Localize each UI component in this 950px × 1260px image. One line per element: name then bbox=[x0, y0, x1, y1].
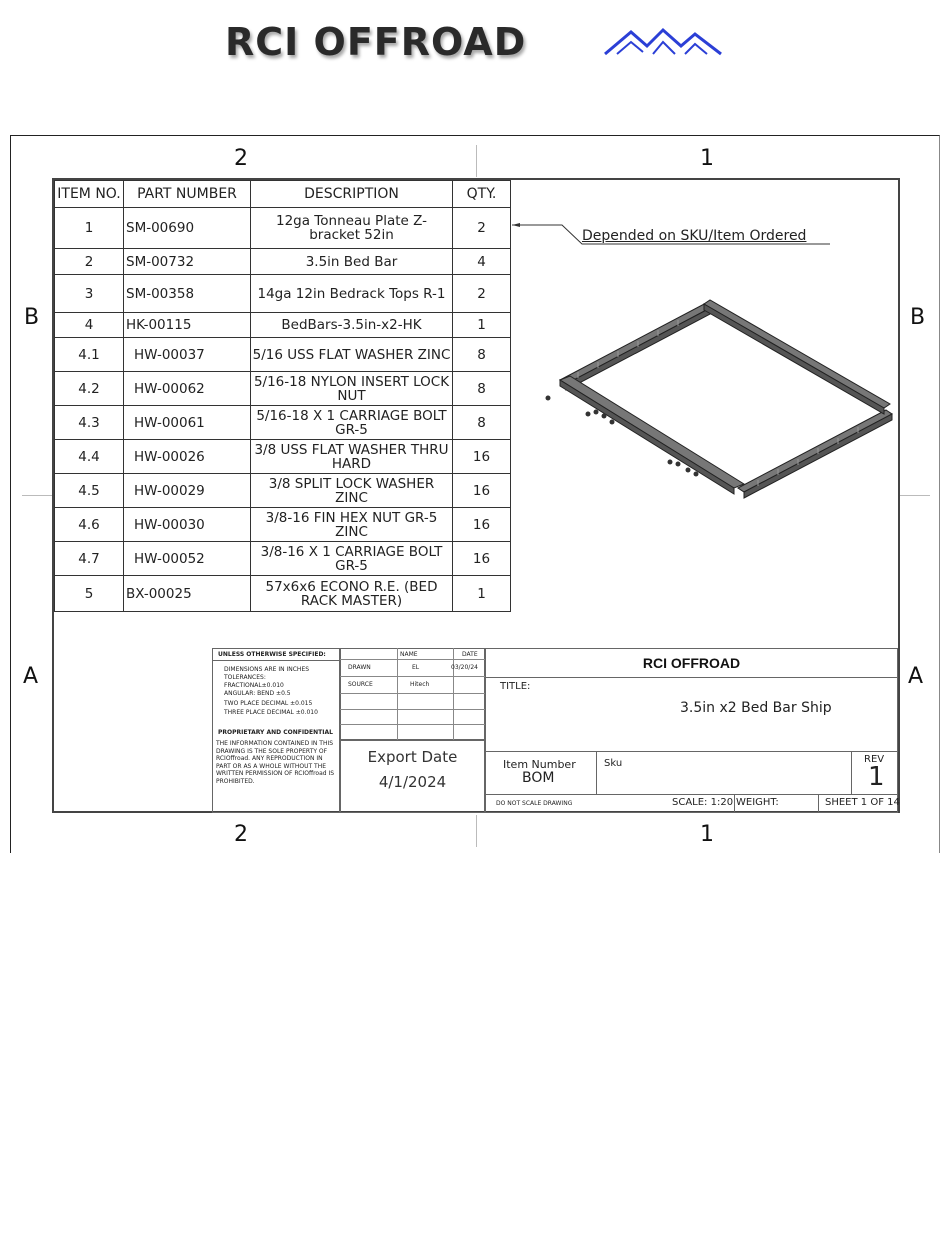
bom-part: HW-00052 bbox=[124, 542, 251, 576]
bom-item: 2 bbox=[55, 249, 124, 275]
zone-divider bbox=[900, 495, 930, 496]
bom-desc: 3/8 SPLIT LOCK WASHER ZINC bbox=[251, 474, 453, 508]
item-number-label: Item Number bbox=[503, 758, 576, 771]
date-header: DATE bbox=[462, 651, 478, 658]
divider bbox=[485, 751, 898, 752]
table-row bbox=[55, 208, 511, 249]
tolerance-label: TOLERANCES: bbox=[224, 674, 266, 681]
bom-part: SM-00358 bbox=[124, 275, 251, 313]
zone-divider bbox=[476, 145, 477, 177]
dims-note: DIMENSIONS ARE IN INCHES bbox=[224, 666, 310, 673]
zone-divider bbox=[476, 815, 477, 847]
company-name: RCI OFFROAD bbox=[642, 655, 741, 671]
bom-item: 4.4 bbox=[55, 440, 124, 474]
table-row bbox=[55, 275, 511, 313]
bom-qty: 16 bbox=[453, 440, 511, 474]
callout-text: Depended on SKU/Item Ordered bbox=[582, 228, 807, 244]
divider bbox=[734, 794, 735, 813]
export-date-value: 4/1/2024 bbox=[378, 773, 447, 791]
bom-qty: 4 bbox=[453, 249, 511, 275]
bom-qty: 16 bbox=[453, 542, 511, 576]
source-label: SOURCE bbox=[348, 681, 373, 688]
zone-row-bottom-right: A bbox=[908, 664, 924, 689]
bom-part: HW-00026 bbox=[124, 440, 251, 474]
table-row bbox=[55, 440, 511, 474]
bom-qty: 8 bbox=[453, 338, 511, 372]
proprietary-text: THE INFORMATION CONTAINED IN THIS DRAWING IS THE SOLE PROPERTY OF RCIOffroad. ANY REPRODUCTION IN PART OR AS A WHOLE WITHOUT THE WRITTEN PERMISSION OF RCIOffroad IS PROHIBITED. bbox=[216, 740, 335, 785]
divider bbox=[340, 659, 485, 660]
bom-desc: 3/8 USS FLAT WASHER THRU HARD bbox=[251, 440, 453, 474]
do-not-scale-note: DO NOT SCALE DRAWING bbox=[496, 800, 573, 807]
table-row bbox=[55, 406, 511, 440]
divider bbox=[397, 648, 398, 740]
zone-col-left-top: 2 bbox=[234, 146, 248, 171]
drawn-by-grid bbox=[340, 648, 485, 740]
zone-row-top-left: B bbox=[24, 305, 40, 330]
bom-desc: 57x6x6 ECONO R.E. (BED RACK MASTER) bbox=[251, 576, 453, 612]
divider bbox=[340, 709, 485, 710]
divider bbox=[596, 751, 597, 794]
bom-item: 4.1 bbox=[55, 338, 124, 372]
bom-item: 4.7 bbox=[55, 542, 124, 576]
bom-desc: BedBars-3.5in-x2-HK bbox=[251, 313, 453, 338]
divider bbox=[851, 751, 852, 794]
bom-header-desc: DESCRIPTION bbox=[251, 181, 453, 208]
bed-rack-isometric-drawing bbox=[538, 298, 900, 513]
divider bbox=[453, 648, 454, 740]
bom-header-part: PART NUMBER bbox=[124, 181, 251, 208]
bom-desc: 3/8-16 X 1 CARRIAGE BOLT GR-5 bbox=[251, 542, 453, 576]
sheet-number: SHEET 1 OF 14 bbox=[825, 797, 900, 808]
bom-desc: 5/16-18 X 1 CARRIAGE BOLT GR-5 bbox=[251, 406, 453, 440]
bom-desc: 5/16 USS FLAT WASHER ZINC bbox=[251, 338, 453, 372]
table-row bbox=[55, 372, 511, 406]
bom-part: SM-00732 bbox=[124, 249, 251, 275]
bom-qty: 16 bbox=[453, 474, 511, 508]
zone-row-bottom-left: A bbox=[23, 664, 39, 689]
divider bbox=[485, 677, 898, 678]
table-row bbox=[55, 313, 511, 338]
divider bbox=[340, 676, 485, 677]
bom-header-qty: QTY. bbox=[453, 181, 511, 208]
bom-item: 1 bbox=[55, 208, 124, 249]
bom-qty: 8 bbox=[453, 406, 511, 440]
divider bbox=[485, 794, 898, 795]
rev-label: REV bbox=[864, 754, 885, 765]
bom-item: 4.3 bbox=[55, 406, 124, 440]
bom-desc: 14ga 12in Bedrack Tops R-1 bbox=[251, 275, 453, 313]
bom-part: HW-00037 bbox=[124, 338, 251, 372]
bom-item: 3 bbox=[55, 275, 124, 313]
proprietary-label: PROPRIETARY AND CONFIDENTIAL bbox=[218, 729, 333, 736]
source-name: Hitech bbox=[410, 681, 430, 688]
bom-part: HW-00062 bbox=[124, 372, 251, 406]
bom-part: HW-00029 bbox=[124, 474, 251, 508]
fractional-tolerance: FRACTIONAL±0.010 bbox=[224, 682, 284, 689]
drawing-title: 3.5in x2 Bed Bar Ship bbox=[680, 700, 832, 716]
bom-qty: 1 bbox=[453, 313, 511, 338]
divider bbox=[818, 794, 819, 813]
zone-col-left-bottom: 2 bbox=[234, 822, 248, 847]
bom-qty: 2 bbox=[453, 208, 511, 249]
divider bbox=[340, 724, 485, 725]
bom-desc: 3/8-16 FIN HEX NUT GR-5 ZINC bbox=[251, 508, 453, 542]
bom-header-item: ITEM NO. bbox=[55, 181, 124, 208]
company-logo bbox=[225, 18, 725, 66]
bom-desc: 3.5in Bed Bar bbox=[251, 249, 453, 275]
bom-item: 4.2 bbox=[55, 372, 124, 406]
rev-value: 1 bbox=[868, 762, 885, 792]
logo-text: RCI OFFROAD bbox=[225, 20, 527, 64]
title-block bbox=[485, 648, 898, 813]
bom-part: HK-00115 bbox=[124, 313, 251, 338]
drawn-label: DRAWN bbox=[348, 664, 371, 671]
table-row bbox=[55, 249, 511, 275]
bom-part: HW-00061 bbox=[124, 406, 251, 440]
bom-item: 4.5 bbox=[55, 474, 124, 508]
sku-label: Sku bbox=[604, 758, 623, 769]
three-place-tolerance: THREE PLACE DECIMAL ±0.010 bbox=[224, 709, 318, 716]
bom-header-row bbox=[55, 181, 511, 208]
bom-part: SM-00690 bbox=[124, 208, 251, 249]
two-place-tolerance: TWO PLACE DECIMAL ±0.015 bbox=[224, 700, 313, 707]
export-date-label: Export Date bbox=[367, 748, 458, 766]
bom-table bbox=[54, 180, 511, 612]
table-row bbox=[55, 542, 511, 576]
bom-qty: 2 bbox=[453, 275, 511, 313]
bom-desc: 5/16-18 NYLON INSERT LOCK NUT bbox=[251, 372, 453, 406]
bom-item: 4.6 bbox=[55, 508, 124, 542]
table-row bbox=[55, 338, 511, 372]
name-header: NAME bbox=[400, 651, 418, 658]
bom-part: HW-00030 bbox=[124, 508, 251, 542]
weight-label: WEIGHT: bbox=[736, 797, 779, 808]
zone-col-right-top: 1 bbox=[700, 146, 714, 171]
bom-item: 5 bbox=[55, 576, 124, 612]
unless-specified-label: UNLESS OTHERWISE SPECIFIED: bbox=[218, 651, 326, 658]
table-row bbox=[55, 474, 511, 508]
bom-item: 4 bbox=[55, 313, 124, 338]
angular-tolerance: ANGULAR: BEND ±0.5 bbox=[224, 690, 291, 697]
bom-qty: 16 bbox=[453, 508, 511, 542]
bom-desc: 12ga Tonneau Plate Z-bracket 52in bbox=[251, 208, 453, 249]
divider bbox=[212, 660, 340, 661]
item-number-value: BOM bbox=[522, 770, 555, 786]
bom-qty: 8 bbox=[453, 372, 511, 406]
bom-part: BX-00025 bbox=[124, 576, 251, 612]
zone-row-top-right: B bbox=[910, 305, 926, 330]
table-row bbox=[55, 576, 511, 612]
mountain-logo-icon bbox=[603, 24, 723, 60]
zone-divider bbox=[22, 495, 52, 496]
zone-col-right-bottom: 1 bbox=[700, 822, 714, 847]
title-label: TITLE: bbox=[500, 681, 531, 692]
divider bbox=[340, 693, 485, 694]
drawn-name: EL bbox=[412, 664, 420, 671]
drawn-date: 03/20/24 bbox=[451, 664, 478, 671]
table-row bbox=[55, 508, 511, 542]
scale-text: SCALE: 1:20 bbox=[672, 797, 734, 808]
bom-qty: 1 bbox=[453, 576, 511, 612]
